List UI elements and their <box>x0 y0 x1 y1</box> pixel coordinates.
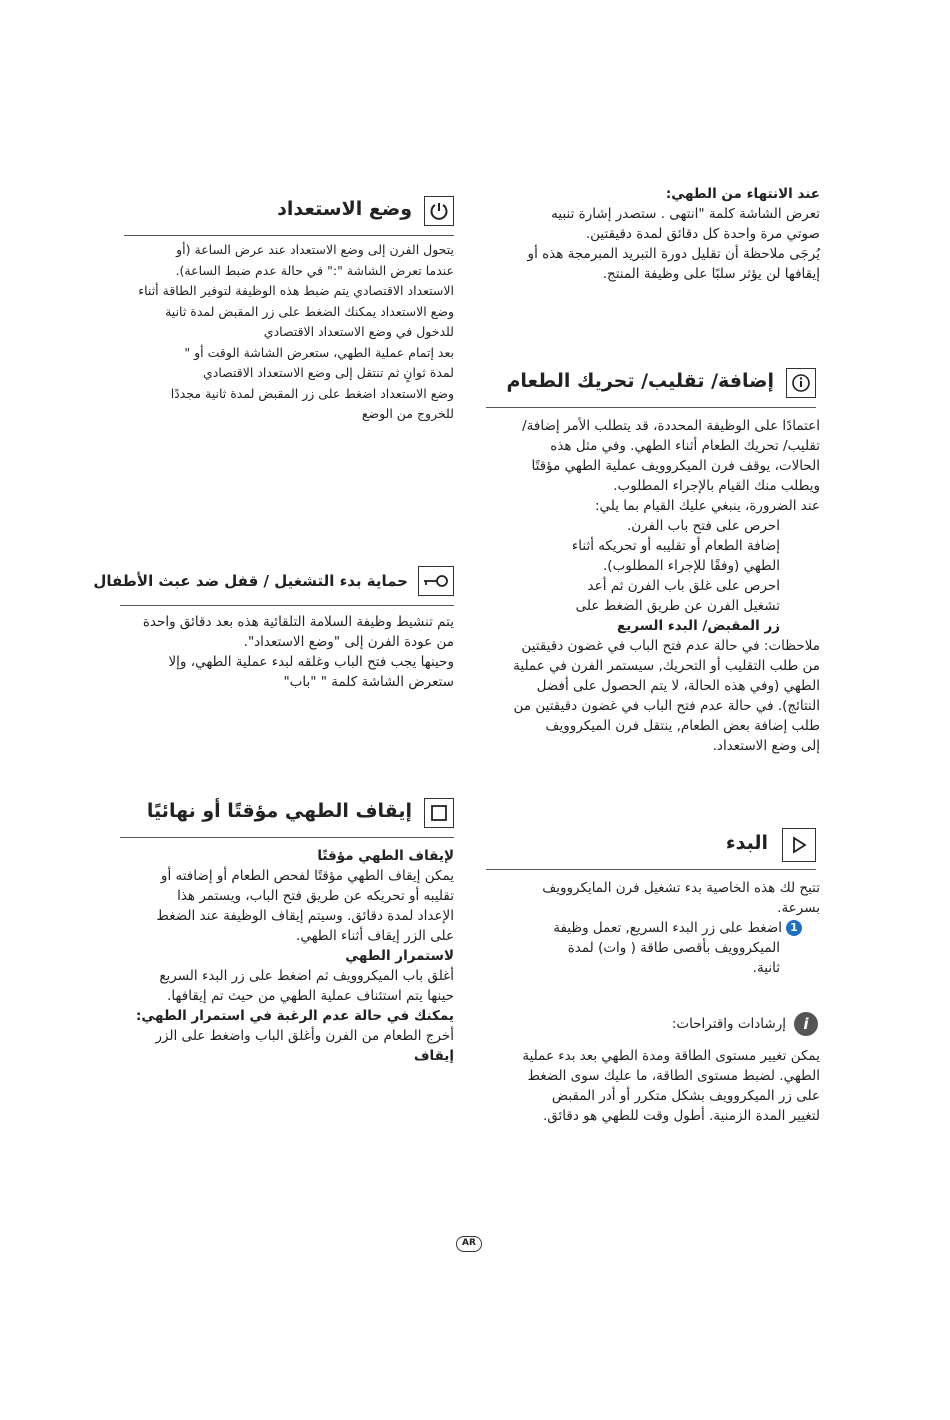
start-line: بسرعة. <box>777 900 820 916</box>
standby-line: للدخول في وضع الاستعداد الاقتصادي <box>263 324 454 339</box>
end-of-cooking-line: إيقافها لن يؤثر سلبًا على وظيفة المنتج. <box>602 266 820 282</box>
standby-line: عندما تعرض الشاشة ":" في حالة عدم ضبط الساعة). <box>175 262 454 278</box>
stop-cooking-body <box>120 846 454 1066</box>
add-stir-line: الحالات، يوقف فرن الميكروويف عملية الطهي مؤقتًا <box>531 458 820 474</box>
add-stir-title: إضافة/ تقليب/ تحريك الطعام <box>506 370 774 392</box>
pause-line: على الزر إيقاف أثناء الطهي. <box>296 928 454 944</box>
tips-line: يمكن تغيير مستوى الطاقة ومدة الطهي بعد بدء عملية <box>522 1048 820 1064</box>
add-stir-header <box>486 368 816 408</box>
start-header <box>486 830 816 870</box>
info-box-icon <box>786 368 816 398</box>
start-title: البدء <box>725 832 768 854</box>
cancel-line: أخرج الطعام من الفرن وأغلق الباب واضغط على الزر <box>155 1028 454 1044</box>
start-step-line: ثانية. <box>752 960 780 976</box>
start-body <box>486 878 820 978</box>
end-of-cooking-section <box>510 184 820 284</box>
header-rule <box>120 605 454 606</box>
cancel-heading: يمكنك في حالة عدم الرغبة في استمرار الطهي: <box>135 1008 454 1024</box>
child-lock-header <box>93 566 454 606</box>
header-rule <box>120 837 454 838</box>
child-lock-line: وحينها يجب فتح الباب وغلقه لبدء عملية الطهي، وإلا <box>168 654 454 670</box>
start-step-line <box>486 918 802 938</box>
stop-cooking-title: إيقاف الطهي مؤقتًا أو نهائيًا <box>146 800 412 822</box>
resume-line: حينها يتم استئناف عملية الطهي من حيث تم إيقافها. <box>167 988 454 1004</box>
tips-line: على زر الميكروويف بشكل متكرر أو أدر المقبض <box>551 1088 820 1104</box>
add-stir-step: احرص على فتح باب الفرن. <box>627 518 780 534</box>
add-stir-line: تقليب/ تحريك الطعام أثناء الطهي. وفي مثل هذه <box>550 438 820 454</box>
add-stir-step: تشغيل الفرن عن طريق الضغط على <box>575 598 780 614</box>
add-stir-note: إلى وضع الاستعداد. <box>712 738 820 754</box>
standby-line: بعد إتمام عملية الطهي، ستعرض الشاشة الوقت أو " <box>184 344 454 360</box>
pause-line: يمكن إيقاف الطهي مؤقتًا لفحص الطعام أو إضافته أو <box>160 868 454 884</box>
key-icon <box>418 566 454 596</box>
standby-line: الاستعداد الاقتصادي يتم ضبط هذه الوظيفة لتوفير الطاقة أثناء <box>138 283 454 298</box>
standby-line: للخروج من الوضع <box>361 406 454 421</box>
standby-line: وضع الاستعداد اضغط على زر المقبض لمدة ثانية مجددًا <box>170 385 454 401</box>
header-rule <box>486 869 816 870</box>
add-stir-note: النتائج). في حالة عدم فتح الباب في غضون دقيقتين من <box>513 698 820 714</box>
pause-line: تقليبه أو تحريكه عن طريق فتح الباب، ويستمر هذا <box>177 888 454 904</box>
end-of-cooking-heading: عند الانتهاء من الطهي: <box>665 186 820 202</box>
start-step-text: اضغط على زر البدء السريع, تعمل وظيفة <box>553 920 782 936</box>
add-stir-line: عند الضرورة، ينبغي عليك القيام بما يلي: <box>594 498 820 514</box>
add-stir-note: طلب إضافة بعض الطعام, ينتقل فرن الميكروويف <box>545 718 820 734</box>
stop-square-icon <box>424 798 454 828</box>
stop-cooking-header <box>120 798 454 838</box>
add-stir-line: اعتمادًا على الوظيفة المحددة، قد يتطلب الأمر إضافة/ <box>522 418 820 434</box>
standby-line: لمدة ثوانٍ ثم تنتقل إلى وضع الاستعداد الاقتصادي <box>203 365 454 380</box>
standby-body <box>124 240 454 425</box>
cancel-line: إيقاف <box>413 1048 454 1064</box>
end-of-cooking-line: صوتي مرة واحدة كل دقائق لمدة دقيقتين. <box>585 226 820 242</box>
add-stir-note: الطهي (وفي هذه الحالة، لا يتم الحصول على أفضل <box>536 678 820 694</box>
add-stir-line: ويطلب منك القيام بالإجراء المطلوب. <box>613 478 820 494</box>
power-icon <box>424 196 454 226</box>
info-circle-icon: i <box>794 1012 818 1036</box>
pause-line: الإعداد لمدة دقائق. وسيتم إيقاف الوظيفة عند الضغط <box>156 908 454 924</box>
resume-line: أغلق باب الميكروويف ثم اضغط على زر البدء السريع <box>159 968 454 984</box>
add-stir-step: الطهي (وفقًا للإجراء المطلوب). <box>603 558 780 574</box>
tips-body <box>486 1046 820 1126</box>
pause-heading: لإيقاف الطهي مؤقتًا <box>317 848 454 864</box>
child-lock-line: من عودة الفرن إلى "وضع الاستعداد". <box>243 634 454 650</box>
standby-line: وضع الاستعداد يمكنك الضغط على زر المقبض لمدة ثانية <box>165 303 454 319</box>
start-step-line: الميكروويف بأقصى طاقة ( وات) لمدة <box>567 940 780 956</box>
header-rule <box>486 407 816 408</box>
start-line: تتيح لك هذه الخاصية بدء تشغيل فرن المايكروويف <box>542 880 820 896</box>
standby-title: وضع الاستعداد <box>277 198 412 220</box>
language-badge: AR <box>456 1236 482 1252</box>
end-of-cooking-line: تعرض الشاشة كلمة "انتهى . ستصدر إشارة تنبيه <box>551 206 820 222</box>
add-stir-step: إضافة الطعام أو تقليبه أو تحريكه أثناء <box>571 538 780 554</box>
standby-header <box>124 196 454 236</box>
header-rule <box>124 235 454 236</box>
start-step <box>486 918 820 978</box>
tips-line: لتغيير المدة الزمنية. أطول وقت للطهي هو دقائق. <box>542 1108 820 1124</box>
child-lock-line: يتم تنشيط وظيفة السلامة التلقائية هذه بعد دقائق واحدة <box>142 614 454 630</box>
add-stir-step: احرص على غلق باب الفرن ثم أعد <box>587 578 780 594</box>
add-stir-note: ملاحظات: في حالة عدم فتح الباب في غضون دقيقتين <box>521 638 820 654</box>
tips-title: إرشادات واقتراحات: <box>671 1016 786 1032</box>
child-lock-body <box>120 612 454 692</box>
play-icon <box>782 828 816 862</box>
step-number-badge: 1 <box>786 920 802 936</box>
child-lock-line: ستعرض الشاشة كلمة " "باب" <box>283 674 454 690</box>
standby-line: يتحول الفرن إلى وضع الاستعداد عند عرض الساعة (أو <box>176 242 454 257</box>
tips-line: الطهي. لضبط مستوى الطاقة، ما عليك سوى الضغط <box>527 1068 820 1084</box>
end-of-cooking-line: يُرجَى ملاحظة أن تقليل دورة التبريد المبرمجة هذه أو <box>527 246 820 262</box>
child-lock-title: حماية بدء التشغيل / قفل ضد عبث الأطفال <box>93 572 408 590</box>
resume-heading: لاستمرار الطهي <box>345 948 454 964</box>
add-stir-body <box>486 416 820 756</box>
add-stir-note: من طلب التقليب أو التحريك, سيستمر الفرن في عملية <box>513 658 820 674</box>
add-stir-step: زر المقبض/ البدء السريع <box>617 618 780 634</box>
add-stir-steps <box>486 516 820 636</box>
